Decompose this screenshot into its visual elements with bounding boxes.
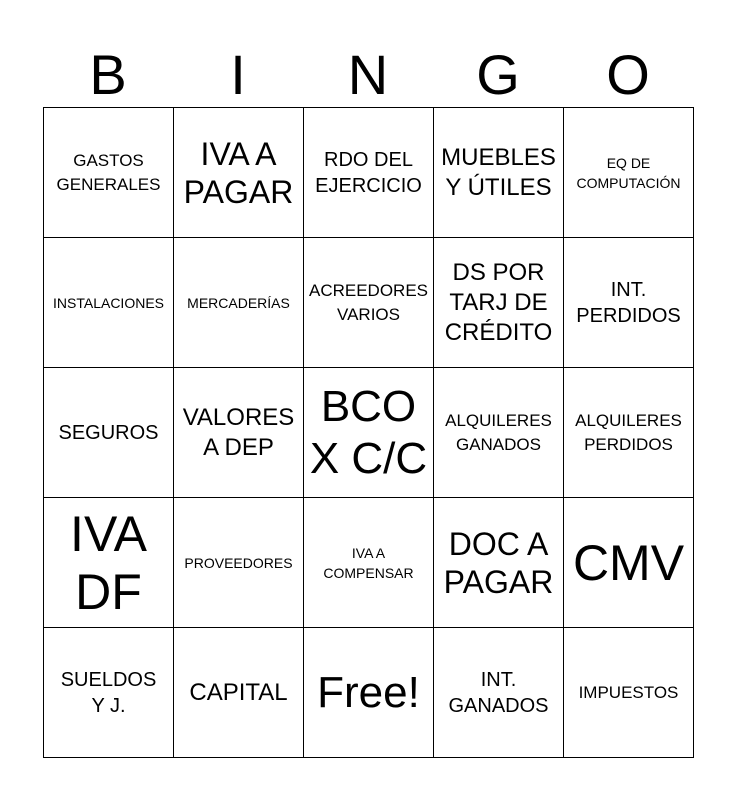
bingo-cell-label: DOC A PAGAR: [443, 525, 554, 600]
bingo-cell-label: IVA A COMPENSAR: [323, 544, 414, 581]
bingo-cell-label: PROVEEDORES: [184, 554, 293, 571]
bingo-cell-label: GASTOS GENERALES: [56, 150, 161, 194]
bingo-cell-label: Free!: [317, 667, 420, 717]
bingo-cell-label: VALORES A DEP: [182, 403, 295, 461]
bingo-cell-label: ALQUILERES GANADOS: [445, 410, 552, 454]
header-letter-i: I: [230, 43, 246, 106]
bingo-cell[interactable]: [303, 367, 434, 498]
bingo-cell-label: ALQUILERES PERDIDOS: [575, 410, 682, 454]
bingo-cell[interactable]: [563, 497, 694, 628]
bingo-cell-label: IVA A PAGAR: [183, 135, 294, 210]
bingo-cell-label: EQ DE COMPUTACIÓN: [576, 154, 681, 191]
bingo-cell[interactable]: [43, 497, 174, 628]
bingo-cell[interactable]: [43, 627, 174, 758]
bingo-cell[interactable]: [43, 107, 174, 238]
bingo-cell-label: CMV: [572, 534, 685, 591]
bingo-cell[interactable]: [563, 627, 694, 758]
bingo-cell[interactable]: [563, 237, 694, 368]
bingo-cell[interactable]: [43, 367, 174, 498]
bingo-cell[interactable]: [433, 497, 564, 628]
bingo-cell-label: SEGUROS: [58, 421, 159, 444]
bingo-cell[interactable]: [433, 627, 564, 758]
header-letter-g: G: [476, 43, 520, 106]
header-letter-o: O: [606, 43, 650, 106]
bingo-cell[interactable]: [173, 497, 304, 628]
bingo-cell-label: SUELDOS Y J.: [60, 668, 157, 717]
bingo-cell-label: IMPUESTOS: [578, 682, 679, 702]
bingo-cell[interactable]: [303, 107, 434, 238]
bingo-cell[interactable]: [173, 367, 304, 498]
bingo-cell[interactable]: [433, 367, 564, 498]
bingo-cell-label: INT. GANADOS: [448, 668, 549, 717]
bingo-cell-label: RDO DEL EJERCICIO: [315, 148, 422, 197]
header-letter-n: N: [347, 43, 389, 106]
bingo-cell[interactable]: [563, 367, 694, 498]
bingo-cell[interactable]: [563, 107, 694, 238]
bingo-cell[interactable]: [173, 237, 304, 368]
header-letter-b: B: [89, 43, 127, 106]
bingo-cell-label: ACREEDORES VARIOS: [308, 280, 429, 324]
bingo-cell[interactable]: [173, 107, 304, 238]
bingo-cell[interactable]: [43, 237, 174, 368]
bingo-cell-label: DS POR TARJ DE CRÉDITO: [444, 258, 553, 346]
bingo-cell[interactable]: [303, 237, 434, 368]
bingo-cell[interactable]: [433, 107, 564, 238]
bingo-cell[interactable]: [173, 627, 304, 758]
bingo-board: [43, 107, 693, 757]
bingo-cell-label: CAPITAL: [189, 678, 288, 706]
bingo-header: [43, 42, 693, 108]
bingo-cell-label: MUEBLES Y ÚTILES: [441, 143, 556, 201]
bingo-cell-label: INSTALACIONES: [53, 294, 164, 311]
bingo-cell-label: IVA DF: [70, 505, 147, 620]
bingo-cell-label: BCO X C/C: [309, 381, 428, 483]
bingo-cell[interactable]: [303, 627, 434, 758]
bingo-cell[interactable]: [433, 237, 564, 368]
bingo-cell[interactable]: [303, 497, 434, 628]
bingo-cell-label: INT. PERDIDOS: [576, 278, 681, 327]
bingo-cell-label: MERCADERÍAS: [187, 294, 290, 311]
